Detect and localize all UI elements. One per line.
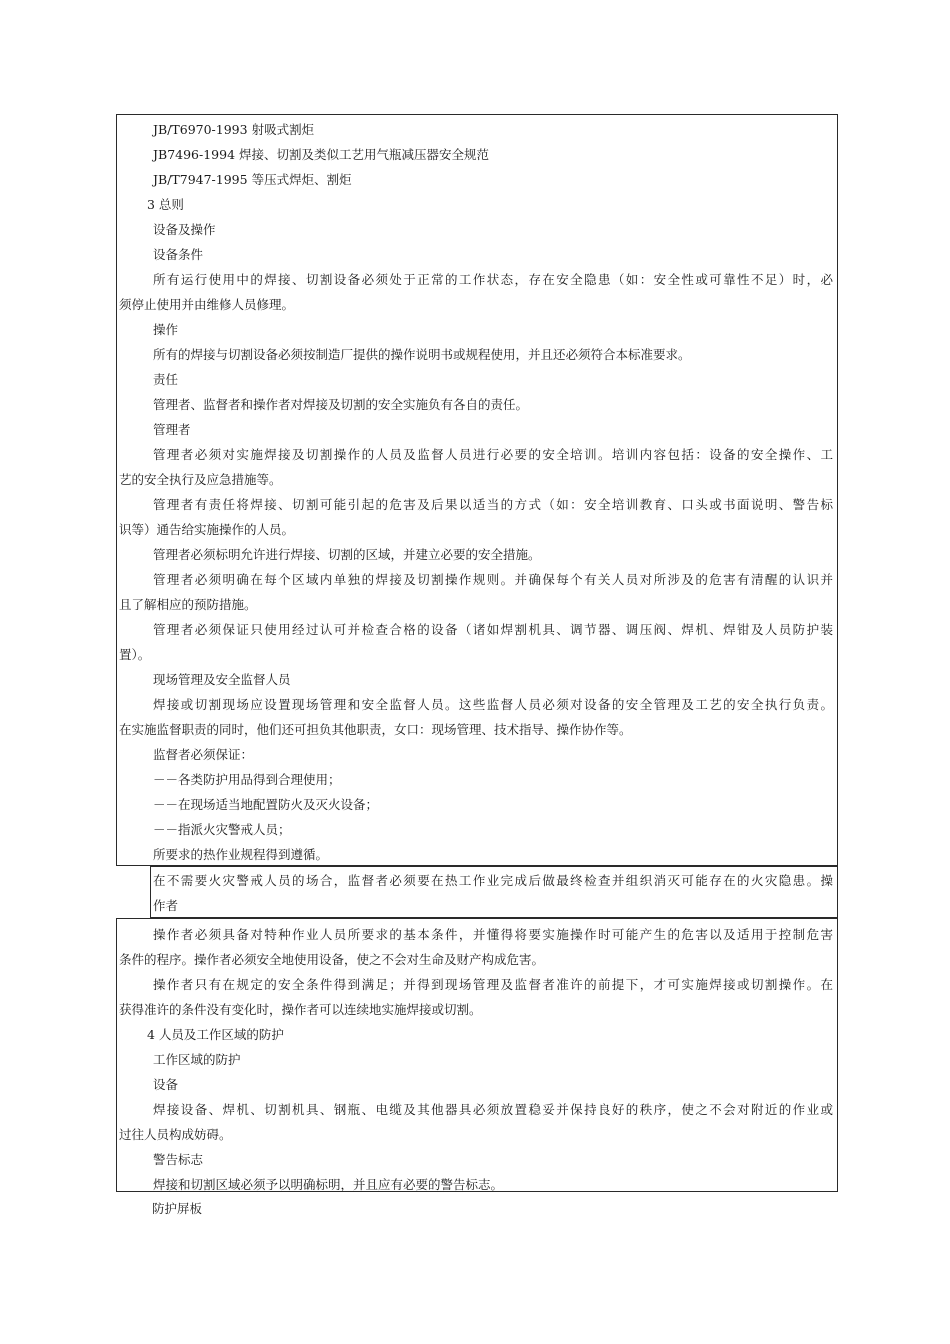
- paragraph-line: 在实施监督职责的同时，他们还可担负其他职责，女口：现场管理、技术指导、操作协作等。: [119, 722, 632, 737]
- content-box-2: [150, 866, 838, 918]
- paragraph: [117, 567, 837, 617]
- text-line: －－各类防护用品得到合理使用；: [153, 772, 341, 787]
- paragraph-line: 条件的程序。操作者必须安全地使用设备，使之不会对生命及财产构成危害。: [119, 952, 545, 967]
- paragraph-line: 管理者必须保证只使用经过认可并检查合格的设备（诸如焊割机具、调节器、调压阀、焊机、焊钳及人员防护装: [153, 622, 833, 637]
- paragraph-line: 获得准许的条件没有变化时，操作者可以连续地实施焊接或切割。: [119, 1002, 482, 1017]
- text-line: 焊接和切割区域必须予以明确标明，并且应有必要的警告标志。: [153, 1177, 504, 1192]
- paragraph-line: 须停止使用并由维修人员修理。: [119, 297, 295, 312]
- paragraph-line: 管理者有责任将焊接、切割可能引起的危害及后果以适当的方式（如：安全培训教育、口头或书面说明、警告标: [153, 497, 833, 512]
- text-line: 4 人员及工作区域的防护: [147, 1027, 284, 1042]
- text-line: 3 总则: [147, 197, 184, 212]
- text-line: 设备: [153, 1077, 179, 1092]
- paragraph-line: 焊接或切割现场应设置现场管理和安全监督人员。这些监督人员必须对设备的安全管理及工艺的安全执行负责。: [153, 697, 833, 712]
- paragraph: [117, 922, 837, 972]
- content-box-1: [116, 114, 838, 866]
- paragraph: [117, 692, 837, 742]
- paragraph: [117, 1097, 837, 1147]
- paragraph-line: 管理者必须对实施焊接及切割操作的人员及监督人员进行必要的安全培训。培训内容包括：设备的安全操作、工: [153, 447, 833, 462]
- text-line: JB7496-1994 焊接、切割及类似工艺用气瓶减压器安全规范: [153, 147, 490, 162]
- paragraph-line: 焊接设备、焊机、切割机具、钢瓶、电缆及其他器具必须放置稳妥并保持良好的秩序，使之不会对附近的作业或: [153, 1102, 833, 1117]
- paragraph: [117, 442, 837, 492]
- paragraph-line: 在不需要火灾警戒人员的场合，监督者必须要在热工作业完成后做最终检查并组织消灭可能存在的火灾隐患。操: [153, 873, 833, 888]
- paragraph-line: 过往人员构成妨碍。: [119, 1127, 232, 1142]
- paragraph: [117, 267, 837, 317]
- text-line: 现场管理及安全监督人员: [153, 672, 291, 687]
- section-heading: 防护屏板: [152, 1201, 203, 1216]
- content-box-3: [116, 918, 838, 1192]
- text-line: －－指派火灾警戒人员；: [153, 822, 291, 837]
- text-line: 所有的焊接与切割设备必须按制造厂提供的操作说明书或规程使用，并且还必须符合本标准要求。: [153, 347, 691, 362]
- paragraph-line: 所有运行使用中的焊接、切割设备必须处于正常的工作状态，存在安全隐患（如：安全性或可靠性不足）时，必: [153, 272, 833, 287]
- paragraph: [117, 492, 837, 542]
- text-line: 工作区域的防护: [153, 1052, 241, 1067]
- paragraph-line: 识等）通告给实施操作的人员。: [119, 522, 295, 537]
- text-line: JB/T7947-1995 等压式焊炬、割炬: [153, 172, 352, 187]
- paragraph: [117, 617, 837, 667]
- paragraph: [117, 972, 837, 1022]
- text-line: 操作: [153, 322, 179, 337]
- text-line: 设备及操作: [153, 222, 216, 237]
- text-line: －－在现场适当地配置防火及灭火设备；: [153, 797, 379, 812]
- text-line: 责任: [153, 372, 179, 387]
- paragraph-line: 管理者必须明确在每个区域内单独的焊接及切割操作规则。并确保每个有关人员对所涉及的危害有清醒的认识并: [153, 572, 833, 587]
- paragraph: [151, 868, 837, 918]
- text-line: 管理者必须标明允许进行焊接、切割的区域，并建立必要的安全措施。: [153, 547, 541, 562]
- paragraph-line: 操作者必须具备对特种作业人员所要求的基本条件，并懂得将要实施操作时可能产生的危害以及适用于控制危害: [153, 927, 833, 942]
- paragraph-line: 操作者只有在规定的安全条件得到满足；并得到现场管理及监督者准许的前提下，才可实施焊接或切割操作。在: [153, 977, 833, 992]
- text-line: 管理者、监督者和操作者对焊接及切割的安全实施负有各自的责任。: [153, 397, 529, 412]
- paragraph-line: 置）。: [119, 647, 151, 662]
- paragraph-line: 艺的安全执行及应急措施等。: [119, 472, 282, 487]
- paragraph-line: 且了解相应的预防措施。: [119, 597, 257, 612]
- text-line: 设备条件: [153, 247, 204, 262]
- text-line: 警告标志: [153, 1152, 204, 1167]
- paragraph-line: 作者: [153, 898, 179, 913]
- text-line: 所要求的热作业规程得到遵循。: [153, 847, 329, 862]
- text-line: 管理者: [153, 422, 191, 437]
- text-line: JB/T6970-1993 射吸式割炬: [153, 122, 315, 137]
- text-line: 监督者必须保证：: [153, 747, 254, 762]
